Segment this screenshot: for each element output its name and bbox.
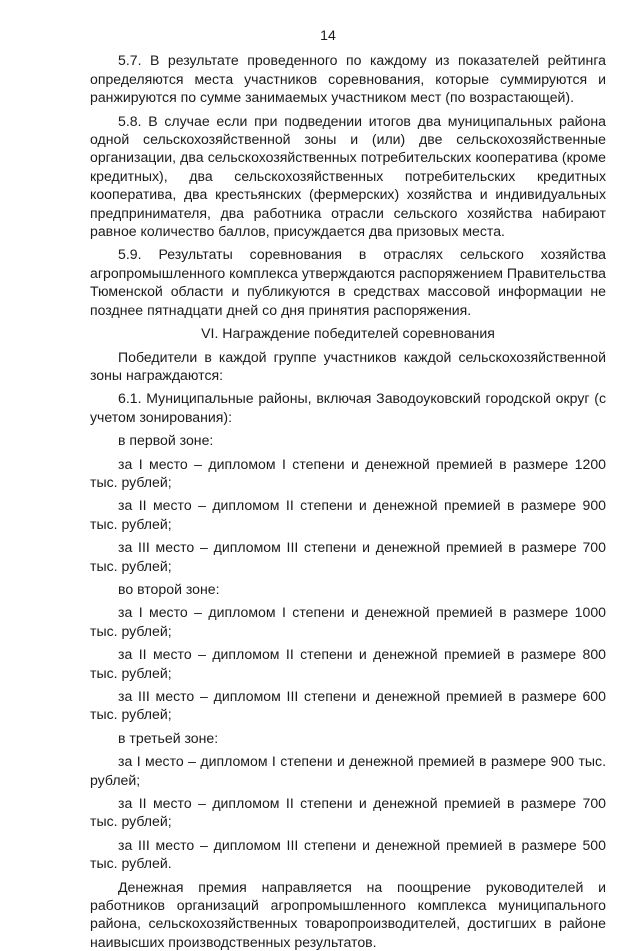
- award-item: за II место – дипломом II степени и денежной премией в размере 800 тыс. рублей;: [90, 646, 606, 681]
- paragraph-prize-purpose: Денежная премия направляется на поощрение руководителей и работников организаций агропромышленного комплекса муниципального района, сельскохозяйственных товаропроизводителей, достигших в районе наивысших производственных результатов.: [90, 878, 606, 950]
- paragraph-6-1: 6.1. Муниципальные районы, включая Заводоуковский городской округ (с учетом зонирования):: [90, 390, 606, 425]
- paragraph-5-9: 5.9. Результаты соревнования в отраслях сельского хозяйства агропромышленного комплекса утверждаются распоряжением Правительства Тюменской области и публикуются в средствах массовой информации не позднее пятнадцати дней со дня принятия распоряжения.: [90, 246, 606, 318]
- award-item: за III место – дипломом III степени и денежной премией в размере 600 тыс. рублей;: [90, 688, 606, 723]
- page-number: 14: [320, 27, 336, 43]
- zone-heading-second: во второй зоне:: [118, 580, 220, 597]
- award-item: за III место – дипломом III степени и денежной премией в размере 700 тыс. рублей;: [90, 539, 606, 574]
- award-item: за I место – дипломом I степени и денежной премией в размере 1000 тыс. рублей;: [90, 604, 606, 639]
- award-item: за II место – дипломом II степени и денежной премией в размере 900 тыс. рублей;: [90, 497, 606, 532]
- paragraph-winners-intro: Победители в каждой группе участников каждой сельскохозяйственной зоны награждаются:: [90, 348, 606, 383]
- award-item: за II место – дипломом II степени и денежной премией в размере 700 тыс. рублей;: [90, 795, 606, 830]
- section-heading: VI. Награждение победителей соревнования: [201, 325, 495, 342]
- award-item: за I место – дипломом I степени и денежной премией в размере 900 тыс. рублей;: [90, 753, 606, 788]
- award-item: за III место – дипломом III степени и денежной премией в размере 500 тыс. рублей.: [90, 836, 606, 872]
- award-item: за I место – дипломом I степени и денежной премией в размере 1200 тыс. рублей;: [90, 455, 606, 490]
- paragraph-5-8: 5.8. В случае если при подведении итогов два муниципальных района одной сельскохозяйственной зоны и (или) две сельскохозяйственные организации, два сельскохозяйственных потребительских кооператива (кроме кредитных), два сельскохозяйственных потребительских кредитных кооператива, два крестьянских (фермерских) хозяйства и индивидуальных предпринимателя, два работника отрасли сельского хозяйства набирают равное количество баллов, присуждается два призовых места.: [90, 112, 606, 240]
- zone-heading-first: в первой зоне:: [118, 432, 214, 449]
- zone-heading-third: в третьей зоне:: [118, 729, 219, 746]
- paragraph-5-7: 5.7. В результате проведенного по каждому из показателей рейтинга определяются места участников соревнования, которые суммируются и ранжируются по сумме занимаемых участником мест (по возрастающей).: [90, 52, 606, 106]
